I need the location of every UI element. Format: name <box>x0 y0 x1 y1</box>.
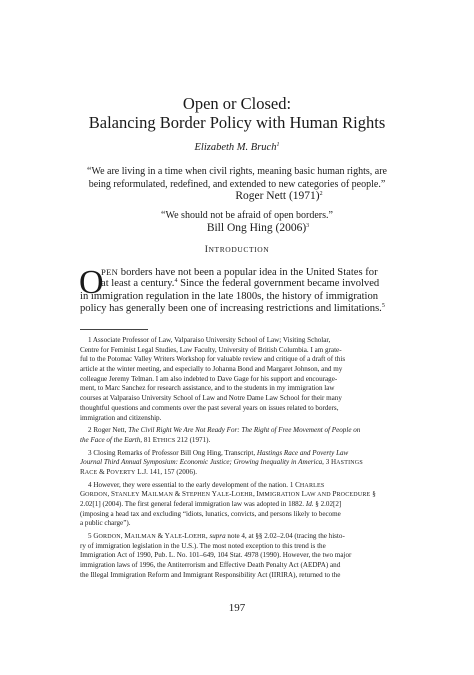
body-paragraph <box>80 266 410 316</box>
footnote-1-line: article at the winter meeting, and especially to Johanna Bond and Margaret Johnson, and my <box>80 365 343 374</box>
fn4-part: -L <box>229 490 236 499</box>
footnote-ref-3: 3 <box>306 223 310 229</box>
fn3-part: & P <box>97 467 111 476</box>
fn4-part: TEPHEN <box>186 492 211 499</box>
fn4-part: ROCEDURE <box>336 492 371 499</box>
epigraph-2-text: “We should not be afraid of open borders.” <box>161 210 333 221</box>
fn4-part: ORDON <box>85 492 108 499</box>
footnote-4-line-5: a public charge”). <box>80 519 131 528</box>
fn3-part: R <box>80 467 85 476</box>
author-name <box>0 142 474 154</box>
fn3-part: ASTINGS <box>336 460 363 467</box>
fn4-part: AW AND <box>305 492 331 499</box>
footnote-4-line-4: (imposing a head tax and excluding “idiots, lunatics, convicts, and persons likely to become <box>80 509 341 518</box>
fn4-part: , S <box>107 490 115 499</box>
title-line-2: Balancing Border Policy with Human Rights <box>88 113 386 132</box>
fn5-part: supra <box>209 532 226 541</box>
fn5-part: ALE <box>169 534 183 541</box>
fn4-part: 2.02[1] (2004). The first general federal immigration law was adopted in 1882. <box>80 500 306 508</box>
attribution-text: Roger Nett (1971) <box>235 190 320 202</box>
fn5-part: & Y <box>155 532 170 541</box>
epigraph-1 <box>0 166 474 191</box>
footnote-1-line: courses at Valparaiso University School of Law and Notre Dame Law School for their many <box>80 394 342 403</box>
fn4-part: G <box>80 490 86 499</box>
footnote-1-line: immigration and citizenship. <box>80 413 162 422</box>
body-line-3: in immigration regulation in the late 1800s, the history of immigration <box>80 290 379 302</box>
fn5-part: ORDON <box>98 534 121 541</box>
body-line-1 <box>80 266 410 278</box>
footnote-1-line: colleague Jeremy Telman. I am also indebted to Dave Gage for his support and encourage- <box>80 374 338 383</box>
fn2-part: the Face of the Earth <box>80 435 141 444</box>
fn3-part: Journal Third Annual Symposium: Economic Justice; Growing Inequality in America <box>80 458 323 467</box>
fn4-part: AILMAN <box>147 492 173 499</box>
fn4-part: & S <box>172 490 186 499</box>
footnote-1-line: thoughtful questions and comments over the past several years on issues related to borders, <box>80 403 339 412</box>
title-line-1: Open or Closed: <box>182 94 292 113</box>
fn4-part: TANLEY <box>114 492 140 499</box>
fn4-part: L <box>299 490 306 499</box>
body-line-2 <box>80 278 410 290</box>
fn5-part: AILMAN <box>130 534 156 541</box>
fn4-part: M <box>139 490 148 499</box>
footnote-1-line: ful to the Potomac Valley Writers Workshop for valuable review and critique of a draft of this <box>80 355 346 364</box>
heading-initial: I <box>204 245 209 255</box>
footnote-rule <box>80 329 148 330</box>
fn5-part: , <box>205 532 210 541</box>
fn5-part: , M <box>120 532 131 541</box>
fn3-part: L.J. 141, 157 (2006). <box>135 467 198 476</box>
footnote-4-line-1 <box>80 481 410 491</box>
body-line-4 <box>80 303 410 315</box>
fn4-part: Y <box>210 490 217 499</box>
fn2-part: , 81 E <box>140 435 158 444</box>
body-line-1-rest: borders have not been a popular idea in the United States for <box>118 267 378 278</box>
fn4-part: Id. <box>305 500 314 508</box>
fn4-part: 4 However, they were essential to the early development of the nation. 1 C <box>88 480 300 489</box>
fn4-part: P <box>330 490 337 499</box>
footnote-3-line-2 <box>80 458 410 468</box>
drop-cap: O <box>79 264 104 301</box>
attribution-text-2: Bill Ong Hing (2006) <box>206 222 307 234</box>
fn3-part: ACE <box>84 469 98 476</box>
fn5-part: -L <box>182 532 189 541</box>
body-line-2-text: at least a century. <box>101 278 175 290</box>
small-caps-word: PEN <box>101 267 119 277</box>
footnote-4-line-2 <box>80 490 410 500</box>
epigraph-2-attribution <box>0 222 474 235</box>
fn4-part: OEHR <box>235 492 253 499</box>
epigraph-1-line-2: being reformulated, redefined, and extended to new categories of people.” <box>88 178 386 190</box>
epigraph-2 <box>0 210 474 223</box>
fn3-part: OVERTY <box>110 469 136 476</box>
footnote-1-line: ment, to Marc Sanchez for research assistance, and to the students in my immigration law <box>80 384 335 393</box>
fn4-part: ALE <box>216 492 230 499</box>
fn5-part: OEHR <box>188 534 206 541</box>
body-line-4-text: policy has generally been one of increasing restrictions and limitations. <box>80 303 382 315</box>
fn5-part: note 4, at §§ 2.02–2.04 (tracing the histo- <box>225 532 345 541</box>
fn4-part: § <box>370 490 376 499</box>
section-heading <box>0 245 474 255</box>
fn4-part: , I <box>252 490 259 499</box>
fn2-part: THICS <box>157 437 176 444</box>
footnote-5-line-2: ry of immigration legislation in the U.S.). The most noted exception to this trend is the <box>80 541 326 550</box>
fn4-part: HARLES <box>299 482 325 489</box>
epigraph-1-line-1: “We are living in a time when civil rights, meaning basic human rights, are <box>87 166 387 177</box>
heading-rest: NTRODUCTION <box>208 245 270 254</box>
body-line-2-rest: Since the federal government became involved <box>177 278 380 290</box>
footnote-3-line-3 <box>80 468 410 478</box>
fn4-part: § 2.02[2] <box>313 500 342 508</box>
footnote-ref-5: 5 <box>381 303 385 310</box>
footnote-2-line-2 <box>80 436 410 446</box>
page-number: 197 <box>228 602 246 614</box>
fn5-part: 5 G <box>88 532 99 541</box>
footnote-4-line-3 <box>80 500 410 510</box>
footnote-5-line-4: immigration laws of 1996, the Antiterrorism and Effective Death Penalty Act (AEDPA) and <box>80 561 341 570</box>
footnote-1-line: 1 Associate Professor of Law, Valparaiso University School of Law; Visiting Scholar, <box>88 336 331 344</box>
fn3-part: 3 Closing Remarks of Professor Bill Ong Hing, Transcript, <box>88 448 257 457</box>
fn3-part: Hastings Race and Poverty Law <box>256 448 349 457</box>
footnote-3-line-1 <box>80 449 410 459</box>
footnotes <box>80 336 410 581</box>
footnote-ref-4: 4 <box>174 278 178 285</box>
author-text: Elizabeth M. Bruch <box>194 142 277 153</box>
fn2-part: 212 (1971). <box>175 435 211 444</box>
footnote-ref-1: 1 <box>276 142 280 148</box>
epigraph-1-attribution <box>0 190 474 203</box>
fn3-part: , 3 H <box>322 458 337 467</box>
footnote-ref-2: 2 <box>319 191 323 197</box>
footnote-1-line: Centre for Feminist Legal Studies, Law Faculty, University of British Columbia. I am grate- <box>80 345 342 354</box>
fn4-part: MMIGRATION <box>258 492 300 499</box>
fn2-part: 2 Roger Nett, <box>88 426 129 435</box>
footnote-5-line-3: Immigration Act of 1990, Pub. L. No. 101–649, 104 Stat. 4978 (1990). However, the two major <box>80 551 352 560</box>
footnote-2-line-1 <box>80 426 410 436</box>
article-title <box>0 94 474 132</box>
footnote-5-line-5: the Illegal Immigration Reform and Immigrant Responsibility Act (IIRIRA), returned to the <box>80 570 341 579</box>
fn2-part: The Civil Right We Are Not Ready For: The Right of Free Movement of People on <box>128 426 361 435</box>
footnote-5-line-1 <box>80 532 410 542</box>
